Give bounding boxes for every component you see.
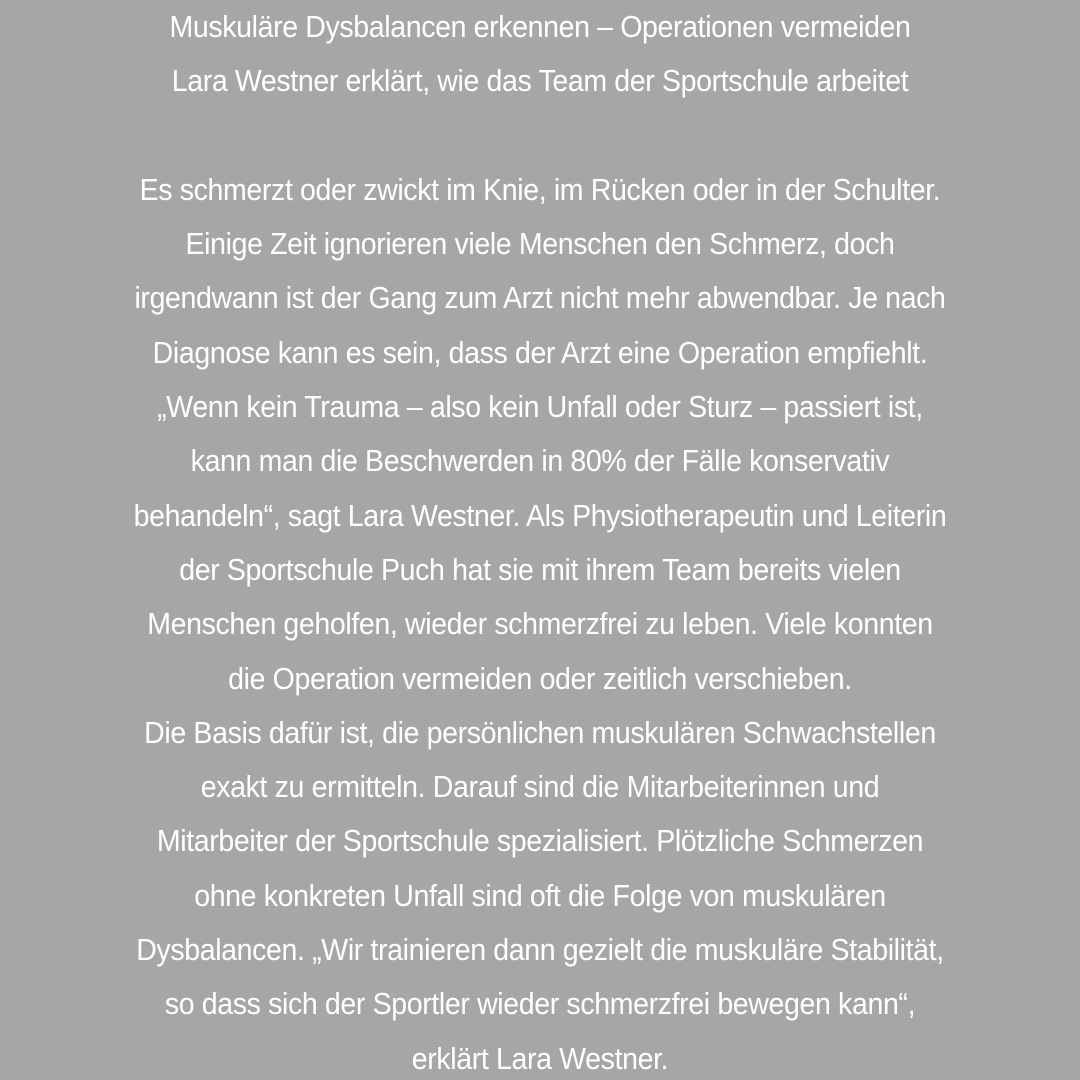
body-line: Einige Zeit ignorieren viele Menschen den Schmerz, doch (185, 226, 895, 262)
body-line: irgendwann ist der Gang zum Arzt nicht mehr abwendbar. Je nach (134, 280, 946, 316)
body-line: Mitarbeiter der Sportschule spezialisiert. Plötzliche Schmerzen (156, 823, 924, 859)
body-line: Dysbalancen. „Wir trainieren dann gezielt die muskuläre Stabilität, (136, 932, 944, 968)
article-page (43, 0, 1037, 1080)
body-line: Menschen geholfen, wieder schmerzfrei zu leben. Viele konnten (147, 606, 933, 642)
body-line: Es schmerzt oder zwickt im Knie, im Rücken oder in der Schulter. (139, 171, 941, 207)
article-title: Muskuläre Dysbalancen erkennen – Operationen vermeiden (169, 9, 911, 44)
body-line: ohne konkreten Unfall sind oft die Folge von muskulären (194, 877, 886, 913)
body-line: exakt zu ermitteln. Darauf sind die Mitarbeiterinnen und (200, 769, 880, 805)
blank-line (62, 109, 1019, 163)
article-body (62, 163, 1019, 1080)
body-line: „Wenn kein Trauma – also kein Unfall oder Sturz – passiert ist, (157, 389, 923, 425)
body-line: so dass sich der Sportler wieder schmerzfrei bewegen kann“, (164, 986, 916, 1022)
body-line: Diagnose kann es sein, dass der Arzt eine Operation empfiehlt. (152, 334, 928, 370)
body-line: der Sportschule Puch hat sie mit ihrem Team bereits vielen (179, 551, 901, 587)
body-line: kann man die Beschwerden in 80% der Fälle konservativ (190, 443, 890, 479)
article-header (62, 0, 1019, 109)
body-line: behandeln“, sagt Lara Westner. Als Physiotherapeutin und Leiterin (133, 497, 947, 533)
body-line: erklärt Lara Westner. (411, 1040, 669, 1076)
body-line: Die Basis dafür ist, die persönlichen muskulären Schwachstellen (144, 714, 936, 750)
body-line: die Operation vermeiden oder zeitlich verschieben. (228, 660, 852, 696)
article-subtitle: Lara Westner erklärt, wie das Team der Sportschule arbeitet (171, 63, 909, 99)
